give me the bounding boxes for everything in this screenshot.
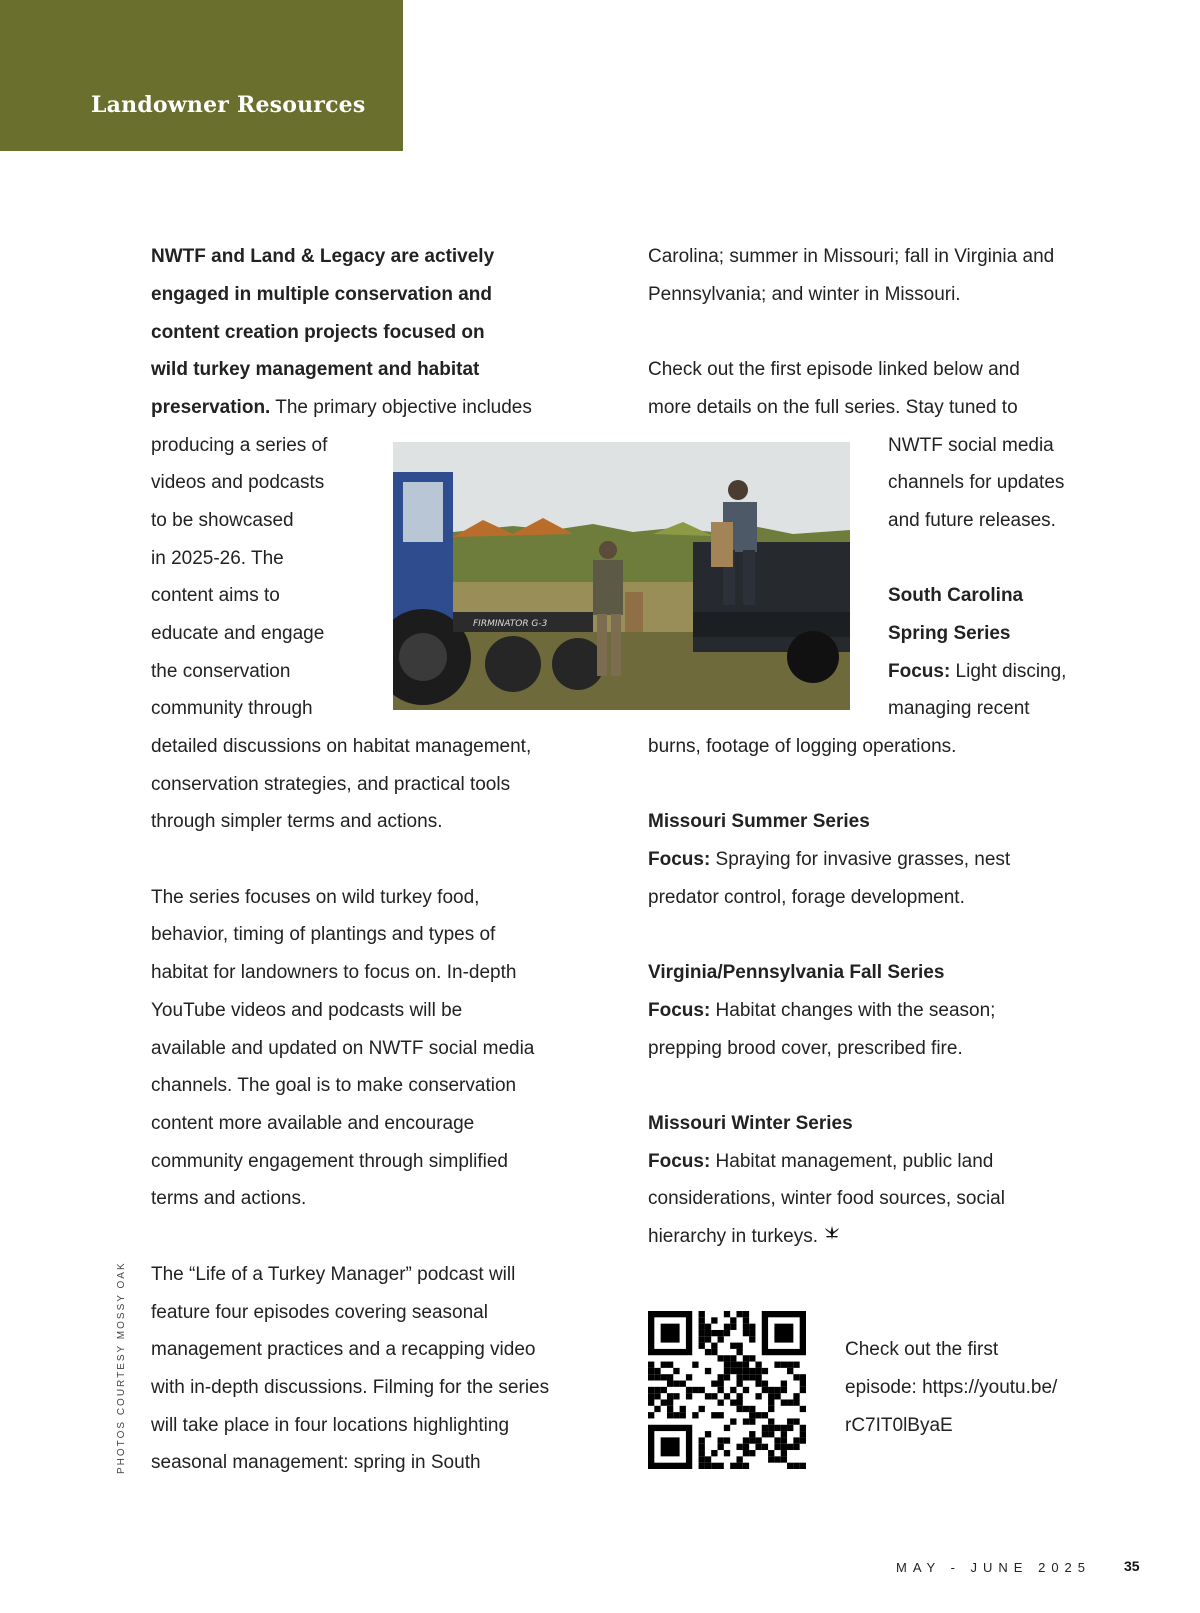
body-line: content aims to <box>151 585 280 606</box>
page-number: 35 <box>1124 1558 1140 1574</box>
body-line: in 2025-26. The <box>151 548 284 569</box>
series-focus-line: managing recent <box>888 698 1030 719</box>
intro-bold-line: NWTF and Land & Legacy are actively <box>151 246 495 267</box>
body-line: habitat for landowners to focus on. In-depth <box>151 962 517 983</box>
series-focus-line: predator control, forage development. <box>648 887 965 908</box>
body-line: YouTube videos and podcasts will be <box>151 1000 463 1021</box>
body-line: Carolina; summer in Missouri; fall in Virginia and <box>648 246 1055 267</box>
focus-label: Focus: <box>888 661 951 682</box>
focus-text: Light discing, <box>950 661 1067 682</box>
focus-text: Spraying for invasive grasses, nest <box>710 849 1011 870</box>
equipment-label: FIRMINATOR G-3 <box>473 619 548 629</box>
section-header-block <box>0 0 403 151</box>
series-title-missouri-winter: Missouri Winter Series <box>648 1113 853 1134</box>
focus-label: Focus: <box>648 849 711 870</box>
intro-bold-line: engaged in multiple conservation and <box>151 284 492 305</box>
body-line: will take place in four locations highlighting <box>151 1415 510 1436</box>
series-title-spring: Spring Series <box>888 623 1011 644</box>
qr-caption-link[interactable]: rC7IT0lByaE <box>845 1415 953 1436</box>
body-line: seasonal management: spring in South <box>151 1452 481 1473</box>
qr-caption-line[interactable]: episode: https://youtu.be/ <box>845 1377 1058 1398</box>
focus-label: Focus: <box>648 1151 711 1172</box>
series-focus-line <box>648 998 995 1023</box>
body-line: producing a series of <box>151 435 328 456</box>
focus-text: Habitat management, public land <box>710 1151 994 1172</box>
turkey-track-icon <box>823 1229 841 1246</box>
series-focus-line: burns, footage of logging operations. <box>648 736 957 757</box>
qr-code[interactable] <box>648 1311 806 1469</box>
body-line: channels for updates <box>888 472 1065 493</box>
body-line: NWTF social media <box>888 435 1054 456</box>
body-line: channels. The goal is to make conservation <box>151 1075 517 1096</box>
focus-text: hierarchy in turkeys. <box>648 1226 819 1247</box>
body-line: Pennsylvania; and winter in Missouri. <box>648 284 961 305</box>
intro-bold-line: content creation projects focused on <box>151 322 485 343</box>
series-focus-line: prepping brood cover, prescribed fire. <box>648 1038 963 1059</box>
focus-label: Focus: <box>648 1000 711 1021</box>
field-planting-photo <box>393 442 850 710</box>
section-title: Landowner Resources <box>91 92 366 118</box>
body-line: Check out the first episode linked below and <box>648 359 1020 380</box>
series-focus-line <box>648 1224 841 1250</box>
body-line: behavior, timing of plantings and types of <box>151 924 496 945</box>
body-line: through simpler terms and actions. <box>151 811 443 832</box>
body-line: with in-depth discussions. Filming for the series <box>151 1377 550 1398</box>
body-line: videos and podcasts <box>151 472 325 493</box>
body-line: The “Life of a Turkey Manager” podcast will <box>151 1264 516 1285</box>
series-focus-line <box>648 1149 993 1174</box>
body-line: available and updated on NWTF social media <box>151 1038 535 1059</box>
body-line: the conservation <box>151 661 291 682</box>
intro-rest: The primary objective includes <box>270 397 532 418</box>
photo-credit: PHOTOS COURTESY MOSSY OAK <box>116 1261 127 1474</box>
series-focus-line <box>648 847 1010 872</box>
body-line: community through <box>151 698 313 719</box>
body-line: detailed discussions on habitat management, <box>151 736 532 757</box>
body-line: management practices and a recapping video <box>151 1339 536 1360</box>
series-title-virginia-pennsylvania: Virginia/Pennsylvania Fall Series <box>648 962 945 983</box>
body-line: content more available and encourage <box>151 1113 475 1134</box>
body-line: to be showcased <box>151 510 294 531</box>
body-line: conservation strategies, and practical tools <box>151 774 511 795</box>
body-line: more details on the full series. Stay tuned to <box>648 397 1018 418</box>
series-title-missouri-summer: Missouri Summer Series <box>648 811 870 832</box>
series-title-south-carolina: South Carolina <box>888 585 1024 606</box>
body-line: feature four episodes covering seasonal <box>151 1302 488 1323</box>
series-focus-line <box>888 659 1066 684</box>
intro-line <box>151 395 532 420</box>
photo-tractor-planting-icon <box>393 442 850 710</box>
body-line: terms and actions. <box>151 1188 307 1209</box>
series-focus-line: considerations, winter food sources, social <box>648 1188 1005 1209</box>
focus-text: Habitat changes with the season; <box>710 1000 996 1021</box>
qr-caption-line: Check out the first <box>845 1339 999 1360</box>
issue-date: MAY - JUNE 2025 <box>896 1560 1092 1575</box>
intro-bold-word: preservation. <box>151 397 271 418</box>
intro-bold-line: wild turkey management and habitat <box>151 359 480 380</box>
body-line: and future releases. <box>888 510 1056 531</box>
body-line: The series focuses on wild turkey food, <box>151 887 480 908</box>
qr-code-icon <box>648 1311 806 1469</box>
body-line: community engagement through simplified <box>151 1151 508 1172</box>
body-line: educate and engage <box>151 623 325 644</box>
